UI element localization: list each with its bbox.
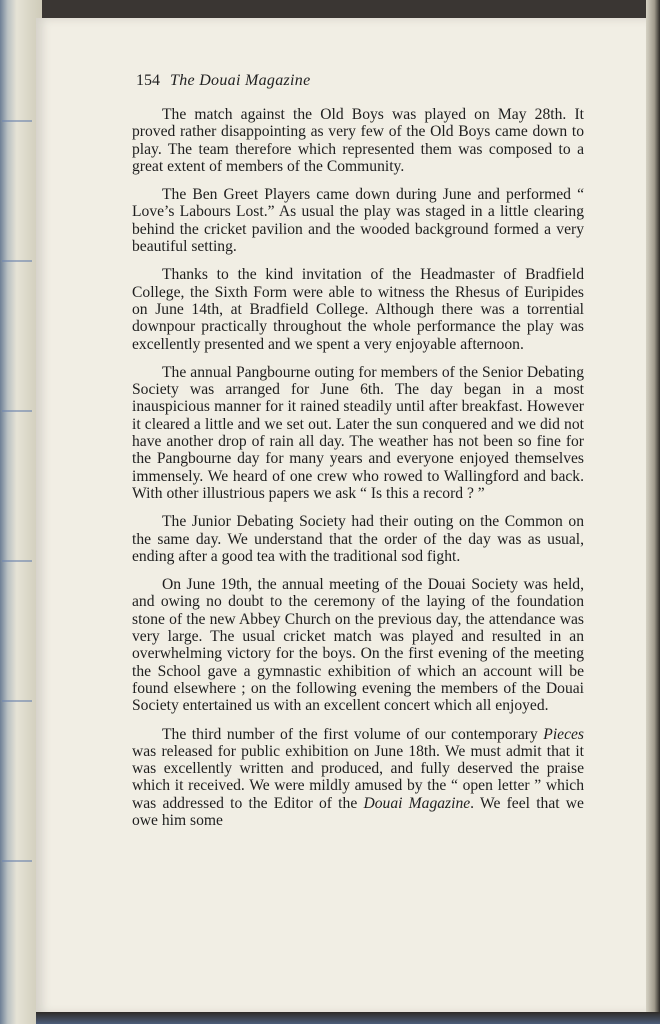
paragraph-old-boys-match: The match against the Old Boys was played on May 28th. It proved rather disappointing as very few of the Old Boys came down to play. The team therefore which represented them was composed to a great extent of members of the Community.: [132, 106, 584, 175]
paragraph-douai-society: On June 19th, the annual meeting of the Douai Society was held, and owing no doubt to the ceremony of the laying of the foundation stone of the new Abbey Church on the previous day, the attendance was very large. The usual cricket match was played and resulted in an overwhelming victory for the boys. On the first evening of the meeting the School gave a gymnastic exhibition of which an account will be found elsewhere ; on the following evening the members of the Douai Society entertained us with an excellent concert which all enjoyed.: [132, 576, 584, 715]
douai-magazine-title: Douai Magazine: [363, 794, 471, 812]
page-number: 154: [136, 72, 160, 89]
paragraph-pangbourne-outing: The annual Pangbourne outing for members of the Senior Debating Society was arranged for June 6th. The day began in a most inauspicious manner for it rained steadily until after breakfast. However it cleared a little and we set out. Later the sun conquered and we did not have another drop of rain all day. The weather has not been so fine for the Pangbourne day for many years and everyone enjoyed themselves immensely. We heard of one crew who rowed to Wallingford and back. With other illustrious papers we ask “ Is this a record ? ”: [132, 363, 584, 502]
page-edge-bottom: [36, 1012, 660, 1024]
page-edge-right: [646, 0, 660, 1024]
pieces-title: Pieces: [543, 725, 584, 743]
paragraph-ben-greet-players: The Ben Greet Players came down during June and performed “ Love’s Labours Lost.” As usual the play was staged in a little clearing behind the cricket pavilion and the wooded background formed a very beautiful setting.: [132, 186, 584, 256]
article-body: [132, 106, 584, 840]
magazine-title: The Douai Magazine: [170, 72, 311, 89]
paragraph-junior-debating: The Junior Debating Society had their outing on the Common on the same day. We understand that the order of the day was as usual, ending after a good tea with the traditional sod fight.: [132, 513, 584, 565]
running-header: [136, 72, 311, 90]
paragraph-pieces: The third number of the first volume of our contemporary Pieces was released for public exhibition on June 18th. We must admit that it was excellently written and produced, and fully deserved the praise which it received. We were mildly amused by the “ open letter ” which was addressed to the Editor of the Douai Magazine. We feel that we owe him some: [132, 725, 584, 829]
paragraph-bradfield-rhesus: Thanks to the kind invitation of the Headmaster of Bradfield College, the Sixth Form were able to witness the Rhesus of Euripides on June 14th, at Bradfield College. Although there was a torrential downpour practically throughout the whole performance the play was excellently presented and we spent a very enjoyable afternoon.: [132, 266, 584, 353]
